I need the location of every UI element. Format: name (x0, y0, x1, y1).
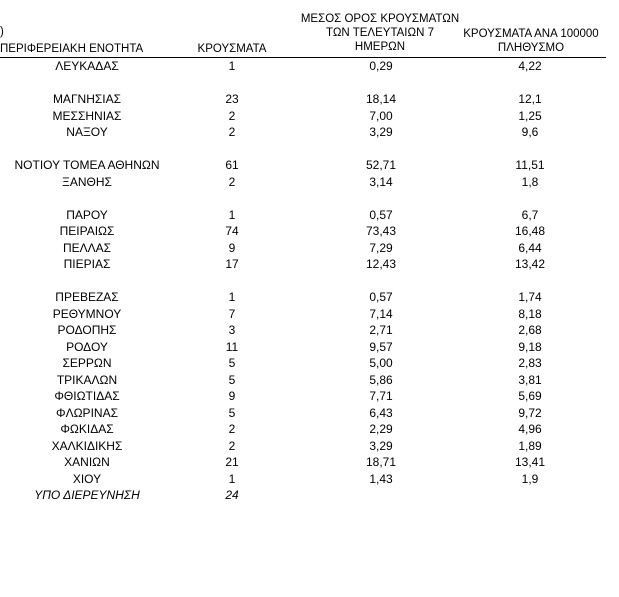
spacer-row (0, 141, 619, 158)
region-name: ΠΕΛΛΑΣ (62, 240, 112, 255)
rate-cell: 9,18 (518, 339, 542, 354)
header-seven-day-average (296, 12, 464, 54)
rate-cell: 6,7 (521, 207, 539, 222)
table-row (0, 240, 619, 257)
header-region: ΠΕΡΙΦΕΡΕΙΑΚΗ ΕΝΟΤΗΤΑ (0, 43, 144, 55)
region-name: ΞΑΝΘΗΣ (62, 174, 112, 189)
average-cell: 7,14 (369, 306, 393, 321)
table-row (0, 108, 619, 125)
table-row (0, 289, 619, 306)
spacer-row (0, 75, 619, 92)
table-row (0, 438, 619, 455)
cases-cell: 24 (225, 488, 239, 502)
region-name: ΠΡΕΒΕΖΑΣ (55, 290, 119, 304)
rate-cell: 2,83 (518, 356, 542, 370)
cases-cell: 3 (228, 323, 236, 337)
cases-cell: 1 (228, 59, 236, 73)
average-cell: 5,86 (369, 372, 393, 387)
cases-cell: 61 (225, 158, 239, 172)
region-name: ΧΙΟΥ (72, 471, 102, 486)
rate-cell: 1,74 (518, 290, 542, 304)
cases-cell: 5 (228, 372, 236, 387)
table-row (0, 58, 619, 75)
rate-cell: 4,22 (518, 59, 542, 73)
table-row (0, 157, 619, 174)
table-body (0, 58, 619, 504)
region-name: ΡΟΔΟΥ (66, 339, 108, 354)
average-cell: 18,14 (365, 92, 397, 106)
spacer-row (0, 273, 619, 290)
average-cell: 0,29 (369, 59, 393, 73)
table-row (0, 91, 619, 108)
region-name: ΧΑΛΚΙΔΙΚΗΣ (51, 438, 123, 453)
cases-cell: 17 (225, 257, 239, 271)
average-cell: 7,00 (369, 108, 393, 123)
table-row (0, 372, 619, 389)
table-row (0, 487, 619, 504)
table-row (0, 355, 619, 372)
cases-cell: 2 (228, 174, 236, 189)
table-row (0, 124, 619, 141)
average-cell: 3,29 (369, 438, 393, 453)
region-name: ΥΠΟ ΔΙΕΡΕΥΝΗΣΗ (34, 488, 140, 502)
header-lead-fragment: ) (0, 26, 4, 38)
average-cell: 7,71 (369, 389, 393, 403)
table-row (0, 207, 619, 224)
rate-cell: 1,9 (521, 471, 539, 486)
average-cell: 2,29 (369, 422, 393, 436)
average-cell: 7,29 (369, 240, 393, 255)
region-name: ΧΑΝΙΩΝ (64, 455, 110, 469)
rate-cell: 8,18 (518, 306, 542, 321)
rate-cell: 2,68 (518, 323, 542, 337)
rate-cell: 12,1 (518, 92, 542, 106)
region-name: ΝΑΞΟΥ (66, 125, 108, 139)
rate-cell: 4,96 (518, 422, 542, 436)
average-cell: 9,57 (369, 339, 393, 354)
rate-cell: 9,6 (521, 125, 539, 139)
average-cell: 3,29 (369, 125, 393, 139)
header-avg-line1: ΜΕΣΟΣ ΟΡΟΣ ΚΡΟΥΣΜΑΤΩΝ (300, 13, 460, 25)
region-name: ΡΕΘΥΜΝΟΥ (52, 306, 122, 321)
table-row (0, 454, 619, 471)
region-name: ΠΕΙΡΑΙΩΣ (59, 224, 115, 238)
table-row (0, 256, 619, 273)
table-row (0, 405, 619, 422)
average-cell: 0,57 (369, 290, 393, 304)
cases-cell: 2 (228, 438, 236, 453)
table-row (0, 421, 619, 438)
region-name: ΠΑΡΟΥ (66, 207, 108, 222)
table-row (0, 388, 619, 405)
cases-cell: 2 (228, 422, 236, 436)
rate-cell: 1,25 (518, 108, 542, 123)
region-name: ΦΩΚΙΔΑΣ (60, 422, 114, 436)
rate-cell: 1,8 (521, 174, 539, 189)
rate-cell: 11,51 (515, 158, 545, 172)
cases-cell: 1 (228, 207, 236, 222)
cases-cell: 21 (225, 455, 239, 469)
table-row (0, 339, 619, 356)
cases-cell: 9 (228, 389, 236, 403)
table-row (0, 471, 619, 488)
region-name: ΜΑΓΝΗΣΙΑΣ (52, 92, 122, 106)
region-name: ΤΡΙΚΑΛΩΝ (56, 372, 118, 387)
rate-cell: 9,72 (518, 405, 542, 420)
rate-cell: 5,69 (518, 389, 542, 403)
cases-cell: 11 (225, 339, 239, 354)
cases-cell: 74 (225, 224, 239, 238)
table-row (0, 174, 619, 191)
average-cell: 2,71 (369, 323, 393, 337)
header-rate-line2: ΠΛΗΘΥΣΜΟ (497, 42, 565, 54)
cases-cell: 9 (228, 240, 236, 255)
region-name: ΣΕΡΡΩΝ (62, 356, 112, 370)
average-cell: 6,43 (369, 405, 393, 420)
region-name: ΦΘΙΩΤΙΔΑΣ (54, 389, 120, 403)
cases-cell: 2 (228, 108, 236, 123)
average-cell: 5,00 (369, 356, 393, 370)
cases-cell: 5 (228, 405, 236, 420)
region-name: ΡΟΔΟΠΗΣ (57, 323, 117, 337)
average-cell: 0,57 (369, 207, 393, 222)
rate-cell: 16,48 (514, 224, 546, 238)
region-name: ΠΙΕΡΙΑΣ (63, 257, 111, 271)
cases-cell: 5 (228, 356, 236, 370)
rate-cell: 13,42 (514, 257, 546, 271)
rate-cell: 6,44 (518, 240, 542, 255)
table-row (0, 223, 619, 240)
region-name: ΜΕΣΣΗΝΙΑΣ (52, 108, 122, 123)
region-name: ΦΛΩΡΙΝΑΣ (56, 405, 118, 420)
cases-cell: 1 (228, 290, 236, 304)
spacer-row (0, 190, 619, 207)
region-name: ΛΕΥΚΑΔΑΣ (55, 59, 119, 73)
rate-cell: 1,89 (518, 438, 542, 453)
header-cases: ΚΡΟΥΣΜΑΤΑ (197, 43, 267, 55)
region-name: ΝΟΤΙΟΥ ΤΟΜΕΑ ΑΘΗΝΩΝ (14, 158, 160, 172)
average-cell: 18,71 (365, 455, 397, 469)
average-cell: 1,43 (369, 471, 393, 486)
table-row (0, 322, 619, 339)
table-row (0, 306, 619, 323)
average-cell: 12,43 (365, 257, 397, 271)
cases-cell: 23 (225, 92, 239, 106)
average-cell: 73,43 (365, 224, 397, 238)
cases-cell: 1 (228, 471, 236, 486)
average-cell: 3,14 (369, 174, 393, 189)
rate-cell: 13,41 (514, 455, 546, 469)
average-cell: 52,71 (365, 158, 397, 172)
header-avg-line3: ΗΜΕΡΩΝ (354, 41, 406, 53)
header-rate-line1: ΚΡΟΥΣΜΑΤΑ ΑΝΑ 100000 (463, 28, 599, 40)
cases-cell: 7 (228, 306, 236, 321)
header-avg-line2: ΤΩΝ ΤΕΛΕΥΤΑΙΩΝ 7 (326, 27, 434, 39)
header-cases-per-100k (456, 27, 606, 55)
cases-cell: 2 (228, 125, 236, 139)
rate-cell: 3,81 (518, 372, 542, 387)
